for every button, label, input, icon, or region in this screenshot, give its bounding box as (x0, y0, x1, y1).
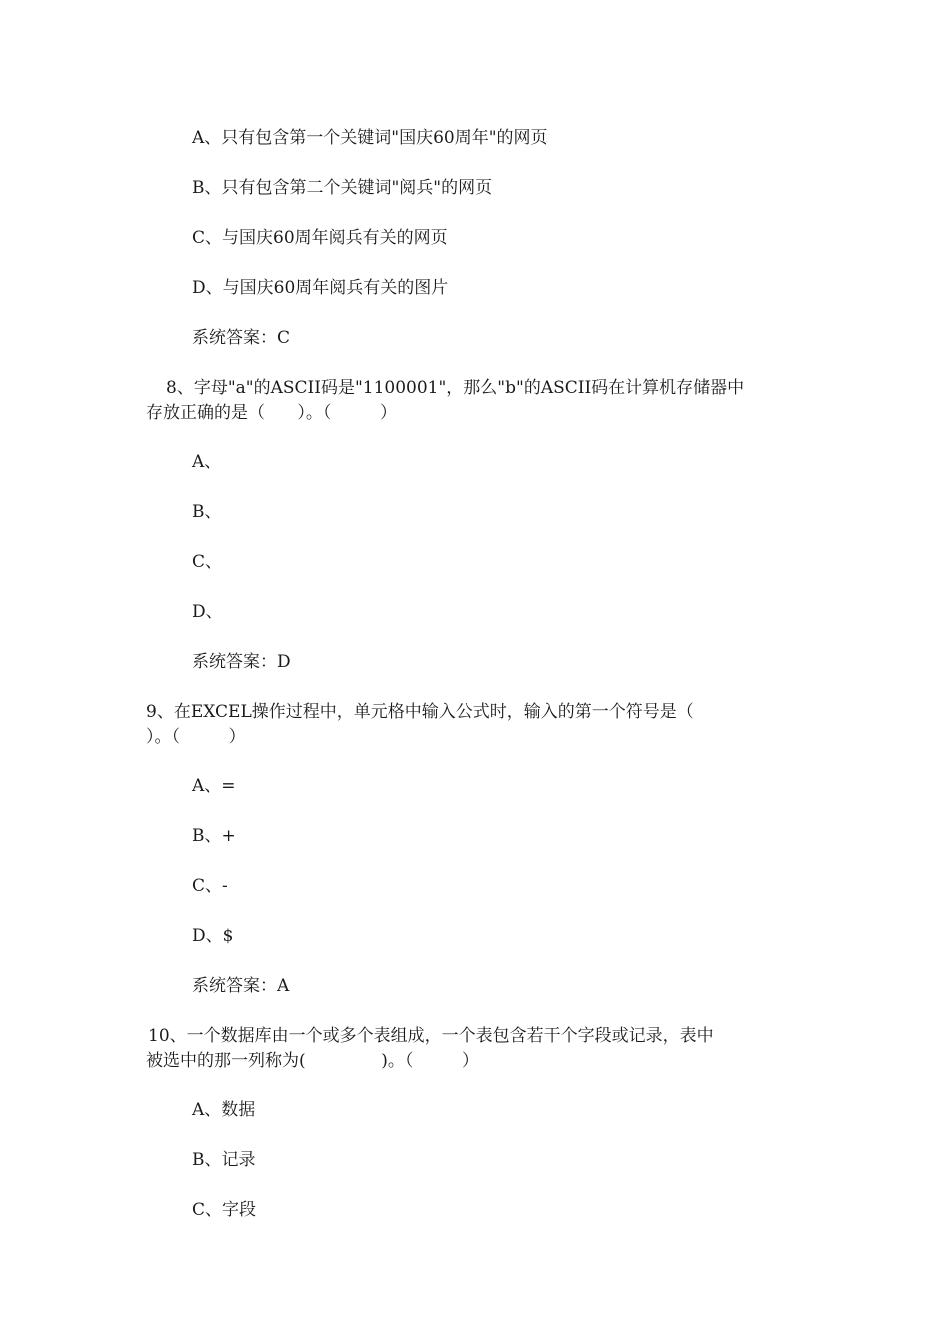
question-10-text: 10、一个数据库由一个或多个表组成，一个表包含若干个字段或记录，表中 (148, 1026, 714, 1046)
system-answer: 系统答案：A (192, 976, 290, 996)
option-b: B、+ (192, 826, 236, 846)
option-b: B、 (192, 502, 222, 522)
question-8-text-cont: 存放正确的是（ ）。（ ） (146, 403, 398, 423)
option-b: B、只有包含第二个关键词"阅兵"的网页 (192, 178, 493, 198)
option-a: A、 (192, 452, 222, 472)
option-a: A、只有包含第一个关键词"国庆60周年"的网页 (192, 128, 548, 148)
option-c: C、与国庆60周年阅兵有关的网页 (192, 228, 448, 248)
system-answer: 系统答案：C (192, 328, 291, 348)
system-answer: 系统答案：D (192, 652, 291, 672)
question-9-text: 9、在EXCEL操作过程中，单元格中输入公式时，输入的第一个符号是（ (146, 702, 694, 722)
option-c: C、字段 (192, 1200, 257, 1220)
option-d: D、 (192, 602, 223, 622)
option-b: B、记录 (192, 1150, 256, 1170)
option-c: C、- (192, 876, 228, 896)
option-c: C、 (192, 552, 223, 572)
question-10-text-cont: 被选中的那一列称为( )。（ ） (146, 1051, 480, 1071)
option-d: D、与国庆60周年阅兵有关的图片 (192, 278, 449, 298)
question-8-text: 8、字母"a"的ASCII码是"1100001"，那么"b"的ASCII码在计算机存储器中 (166, 378, 745, 398)
option-a: A、= (192, 776, 236, 796)
option-a: A、数据 (192, 1100, 256, 1120)
option-d: D、$ (192, 926, 234, 946)
question-9-text-cont: ）。（ ） (146, 727, 246, 747)
